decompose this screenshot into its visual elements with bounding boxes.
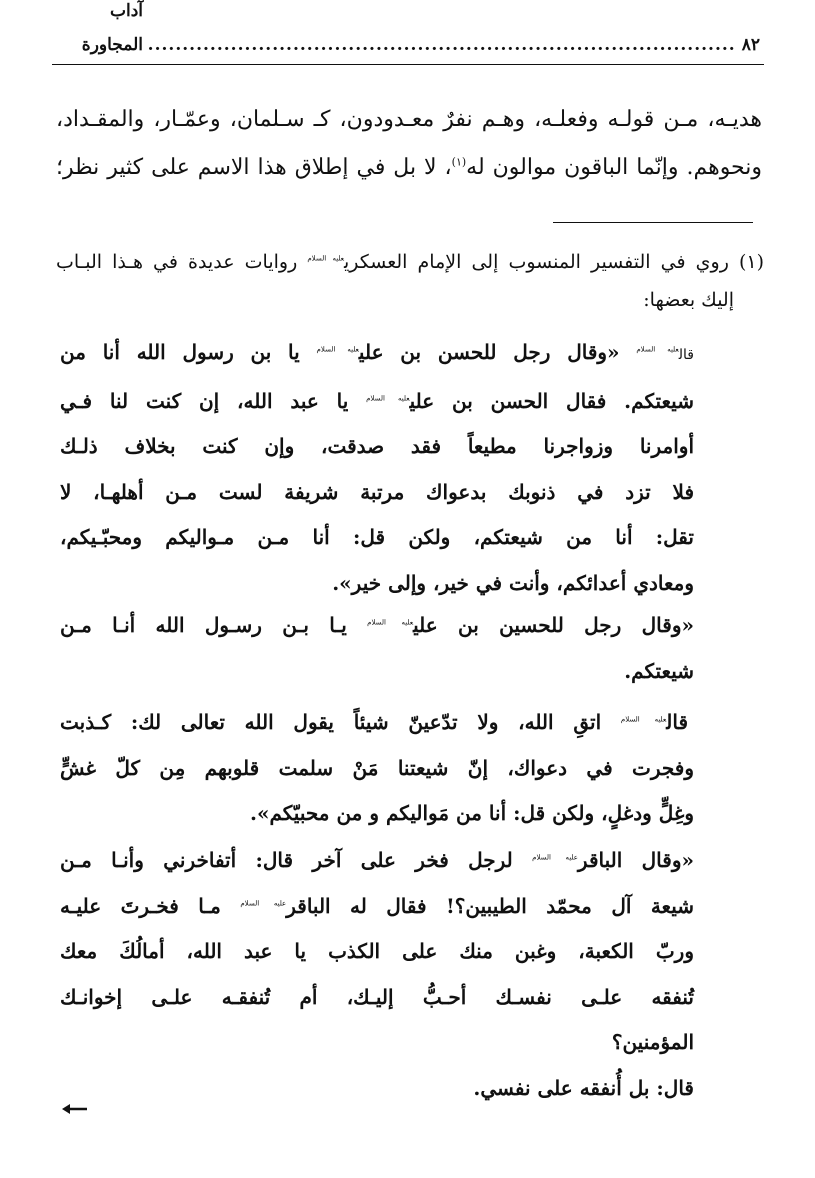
quote-baqir-l1-b: لرجل فخر على آخر قال: أتفاخرني وأنـا مـن (60, 848, 533, 872)
quote-baqir (60, 838, 694, 1111)
quote-hasan-line-3: أوامرنا وزواجرنا مطيعاً فقد صدقت، وإن كنت بخلاف ذلـك (60, 434, 694, 458)
honorific-mark: عليه السلام (316, 345, 359, 354)
quote-husayn-line-1 (60, 603, 694, 649)
footnote-line-2: إليك بعضها: (643, 289, 734, 311)
quote-baqir-line-6: قال: بل أُنفقه على نفسي. (473, 1075, 694, 1100)
quote-hasan-line-4: فلا تزد في ذنوبك بدعواك مرتبة شريفة لست مـن أهلهـا، لا (60, 479, 694, 504)
footnote-line-1-b: روايات عديدة في هـذا البـاب (56, 251, 308, 273)
footnote-line-1 (56, 243, 764, 281)
quote-husayn-reply (60, 700, 694, 837)
quote-hasan-line-1 (60, 330, 694, 379)
quote-husayn-line-2: شيعتكم. (624, 658, 694, 683)
quote-reply-l1-b: اتقِ الله، ولا تدّعينّ شيئاً يقول الله تعالى لك: كـذبت (60, 710, 621, 734)
page-number: ٨٢ (741, 35, 760, 55)
quote-hasan-l1-b: «وقال رجل للحسن بن علي (358, 340, 637, 364)
footnote-separator (553, 222, 753, 223)
honorific-mark: عليه السلام (307, 254, 345, 263)
honorific-mark: عليه السلام (636, 345, 679, 354)
quote-baqir-line-5: المؤمنين؟ (611, 1030, 694, 1054)
quote-baqir-line-4: تُنفقه علـى نفسـك أحـبُّ إليـك، أم تُنفقـه علـى إخوانـك (60, 984, 694, 1009)
honorific-mark: عليه السلام (367, 618, 414, 627)
honorific-mark: عليه السلام (532, 853, 578, 862)
quote-husayn (60, 603, 694, 694)
quote-baqir-l2-a: شيعة آل محمّد الطيبين؟! فقال له الباقر (286, 893, 695, 918)
honorific-mark: عليه السلام (366, 393, 410, 402)
running-header (60, 1, 760, 62)
quote-baqir-l1-a: «وقال الباقر (577, 848, 694, 872)
quote-hasan-l2-a: شيعتكم. فقال الحسن بن علي (409, 388, 694, 413)
body-line-2 (56, 144, 762, 192)
quote-reply-line-1 (60, 700, 694, 746)
body-line-2-rest: ، لا بل في إطلاق هذا الاسم على كثير نظر؛ (56, 155, 452, 180)
quote-hasan-line-2 (60, 379, 694, 425)
left-arrow-icon (62, 1102, 88, 1116)
header-rule (52, 64, 764, 65)
quote-reply-line-2: وفجرت في دعواك، إنّ شيعتنا مَنْ سلمت قلوبهم مِن كلّ غشٍّ (60, 755, 694, 780)
quote-baqir-l2-b: مـا فخـرتَ عليـه (60, 893, 241, 918)
footnote-line-1-a: (١) روي في التفسير المنسوب إلى الإمام العسكري (344, 251, 765, 273)
quote-reply-line-3: وغِلٍّ ودغلٍ، ولكن قل: أنا من مَواليكم و من محبيّكم». (249, 801, 694, 825)
quote-hasan-l2-b: يا عبد الله، إن كنت لنا فـي (60, 388, 367, 413)
quote-baqir-line-3: وربّ الكعبة، وغبن منك على الكذب يا عبد الله، أمالُكَ معك (60, 939, 694, 963)
quote-reply-l1-a: قال (666, 710, 688, 734)
body-line-1: هديـه، مـن قولـه وفعلـه، وهـم نفرٌ معـدودون، كـ سـلمان، وعمّـار، والمقـداد، (56, 107, 762, 132)
header-leader-dots (149, 28, 736, 62)
quote-baqir-line-1 (60, 838, 694, 884)
quote-husayn-l1-b: يـا بـن رسـول الله أنـا مـن (60, 613, 368, 637)
quote-hasan (60, 330, 694, 606)
quote-hasan-l1-a: قال (678, 347, 694, 363)
quote-baqir-line-2 (60, 884, 694, 930)
body-paragraph (56, 96, 762, 192)
honorific-mark: عليه السلام (240, 898, 287, 907)
footnote-intro (56, 243, 764, 319)
quote-hasan-l1-c: يا بن رسول الله أنا من (60, 340, 317, 364)
body-line-2-text: ونحوهم. وإنّما الباقون موالون له (466, 155, 763, 180)
quote-husayn-l1-a: «وقال رجل للحسين بن علي (413, 613, 694, 637)
running-title: آداب المجاورة (81, 1, 144, 55)
honorific-mark: عليه السلام (620, 715, 667, 724)
quote-hasan-line-5: تقل: أنا من شيعتكم، ولكن قل: أنا مـن مـواليكم ومحبّـيكم، (60, 525, 694, 549)
quote-hasan-line-6: ومعادي أعدائكم، وأنت في خير، وإلى خير». (332, 570, 694, 595)
footnote-reference: (١) (451, 155, 467, 169)
